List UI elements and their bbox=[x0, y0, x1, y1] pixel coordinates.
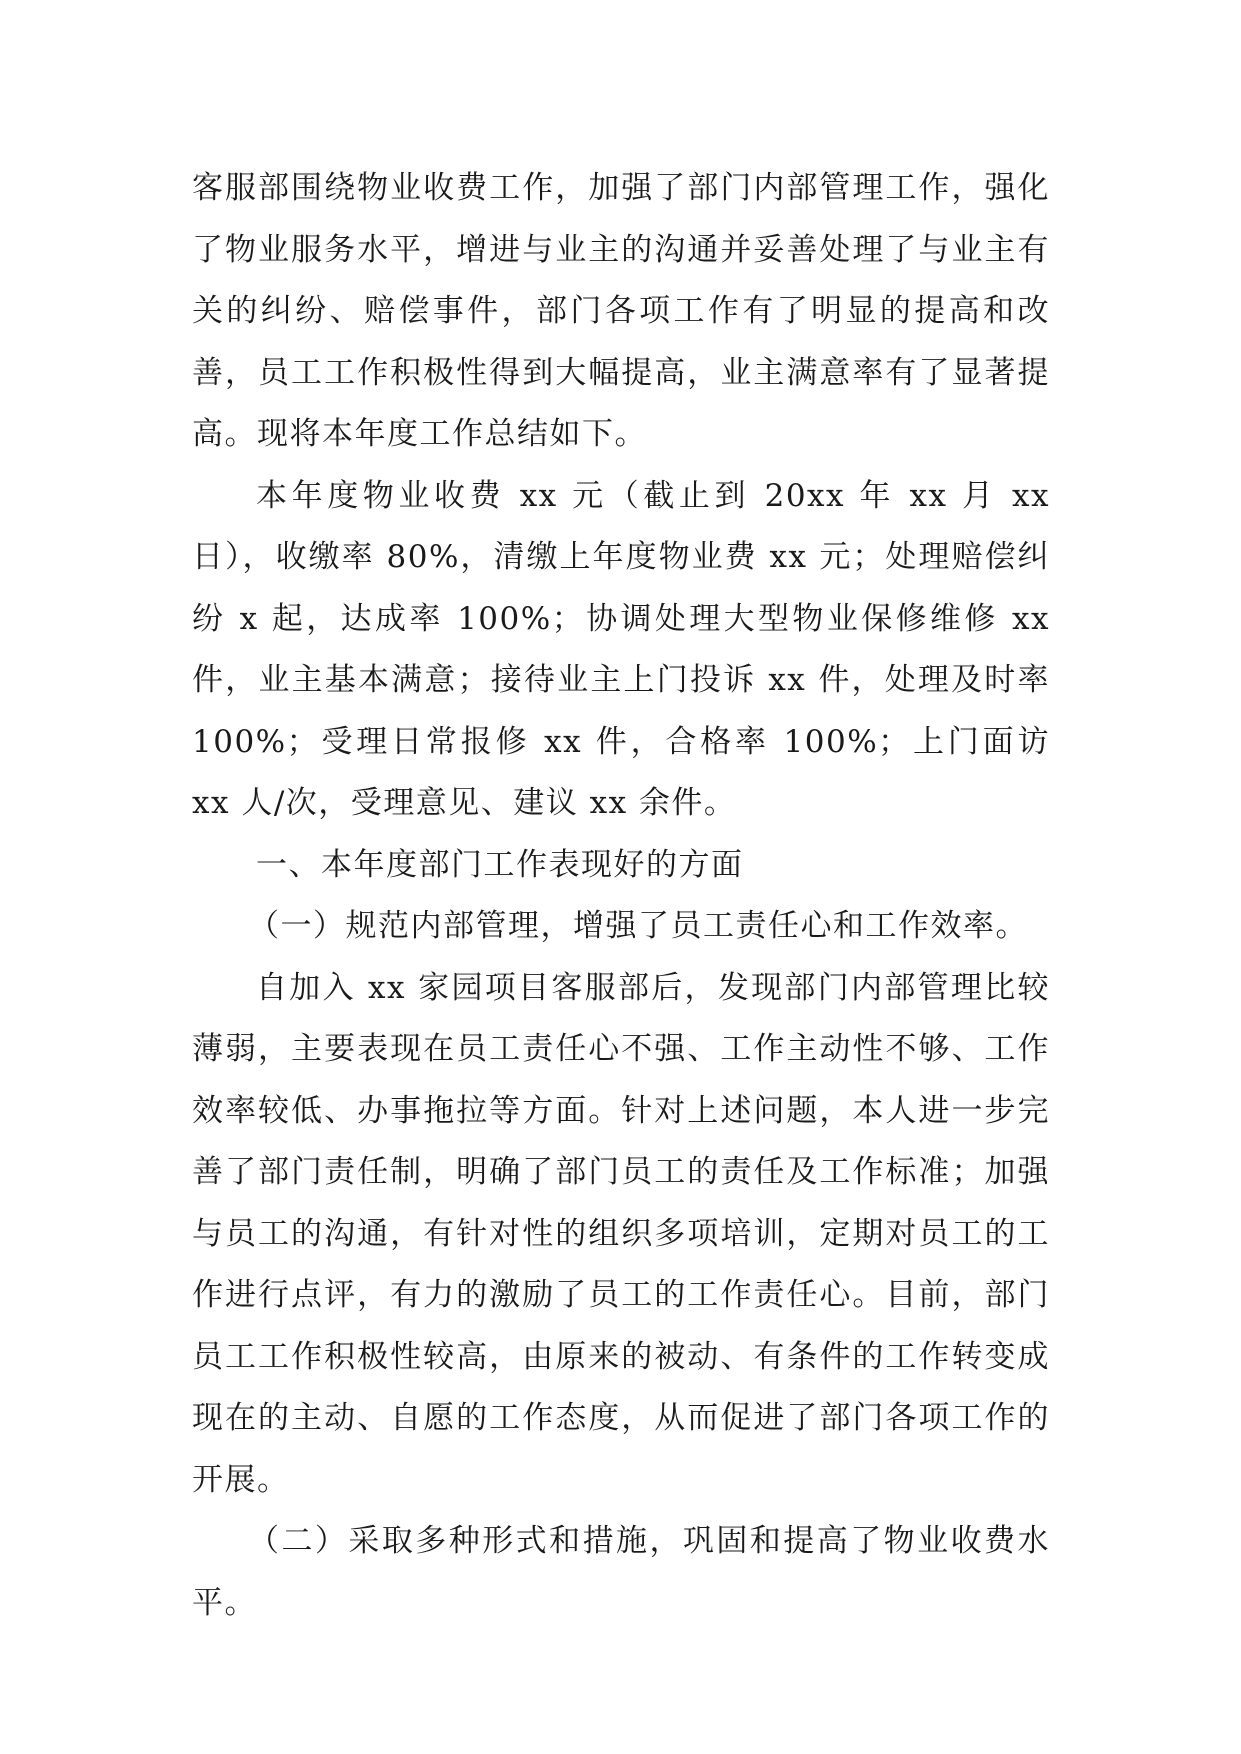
subsection-heading: （二）采取多种形式和措施，巩固和提高了物业收费水平。 bbox=[192, 1523, 1050, 1621]
intro-paragraph: 客服部围绕物业收费工作，加强了部门内部管理工作，强化了物业服务水平，增进与业主的沟通并妥善处理了与业主有关的纠纷、赔偿事件，部门各项工作有了明显的提高和改善，员工工作积极性得到大幅提高，业主满意率有了显著提高。现将本年度工作总结如下。 bbox=[192, 170, 1050, 452]
subsection-heading: （一）规范内部管理，增强了员工责任心和工作效率。 bbox=[248, 908, 1028, 944]
subsection-body-paragraph: 自加入 xx 家园项目客服部后，发现部门内部管理比较薄弱，主要表现在员工责任心不强、工作主动性不够、工作效率较低、办事拖拉等方面。针对上述问题，本人进一步完善了部门责任制，明确了部门员工的责任及工作标准；加强与员工的沟通，有针对性的组织多项培训，定期对员工的工作进行点评，有力的激励了员工的工作责任心。目前，部门员工工作积极性较高，由原来的被动、有条件的工作转变成现在的主动、自愿的工作态度，从而促进了部门各项工作的开展。 bbox=[192, 969, 1050, 1498]
document-body bbox=[192, 158, 1050, 1634]
statistics-paragraph: 本年度物业收费 xx 元（截止到 20xx 年 xx 月 xx 日），收缴率 80%，清缴上年度物业费 xx 元；处理赔偿纠纷 x 起，达成率 100%；协调处理大型物业保修维修 xx 件，业主基本满意；接待业主上门投诉 xx 件，处理及时率 100%；受理日常报修 xx 件，合格率 100%；上门面访 xx 人/次，受理意见、建议 xx 余件。 bbox=[192, 477, 1050, 821]
section-heading: 一、本年度部门工作表现好的方面 bbox=[256, 846, 744, 883]
